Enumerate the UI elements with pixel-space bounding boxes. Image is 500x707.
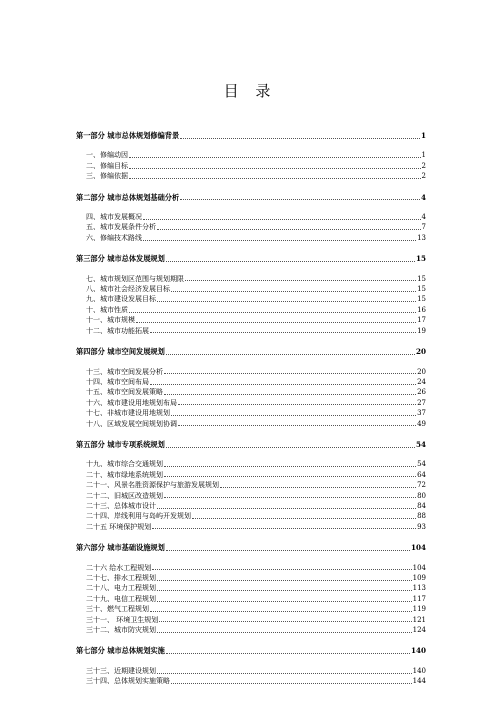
dot-leader xyxy=(171,415,416,416)
toc-chapter-entry-page-number: 15 xyxy=(417,285,426,294)
toc-chapter-entry-label: 二十八、电力工程规划 xyxy=(86,584,156,593)
dot-leader xyxy=(157,229,421,230)
dot-leader xyxy=(220,487,416,488)
toc-chapter-entry-page-number: 49 xyxy=(417,419,426,428)
dot-leader xyxy=(180,138,420,139)
toc-chapter-entry-label: 十六、城市建设用地规划布局 xyxy=(86,398,177,407)
dot-leader xyxy=(157,580,412,581)
toc-part-entry-label: 第一部分 城市总体规划修编背景 xyxy=(76,131,180,140)
toc-chapter-entry-page-number: 93 xyxy=(417,522,426,531)
dot-leader xyxy=(157,508,416,509)
toc-chapter-entry-page-number: 15 xyxy=(417,295,426,304)
toc-chapter-entry[interactable] xyxy=(76,470,426,480)
toc-part-entry-label: 第四部分 城市空间发展规划 xyxy=(76,347,165,357)
toc-chapter-entry-label: 六、修编技术路线 xyxy=(86,233,142,242)
dot-leader xyxy=(150,332,416,333)
toc-chapter-entry[interactable] xyxy=(76,408,426,418)
dot-leader xyxy=(166,261,415,262)
dot-leader xyxy=(164,466,416,467)
toc-chapter-entry[interactable] xyxy=(76,491,426,501)
dot-leader xyxy=(143,219,421,220)
toc-chapter-entry[interactable] xyxy=(76,284,426,294)
toc-chapter-entry-page-number: 119 xyxy=(412,605,426,614)
toc-part-entry-page-number: 20 xyxy=(415,347,426,357)
toc-chapter-entry-label: 十八、区域发展空间规划协调 xyxy=(86,419,177,428)
dot-leader xyxy=(164,394,416,395)
toc-chapter-entry[interactable] xyxy=(76,233,426,243)
toc-chapter-entry[interactable] xyxy=(76,615,426,625)
toc-chapter-entry-label: 十、城市性质 xyxy=(86,305,128,314)
toc-chapter-entry-label: 十一、城市规模 xyxy=(86,316,135,325)
toc-chapter-entry-page-number: 2 xyxy=(421,172,426,181)
toc-part-entry[interactable] xyxy=(76,193,426,203)
toc-chapter-entry[interactable] xyxy=(76,315,426,325)
toc-chapter-entry[interactable] xyxy=(76,604,426,614)
toc-chapter-entry-label: 一、修编动因 xyxy=(86,151,128,160)
toc-chapter-entry-page-number: 72 xyxy=(417,481,426,490)
dot-leader xyxy=(157,301,416,302)
toc-chapter-entry[interactable] xyxy=(76,161,426,171)
dot-leader xyxy=(166,550,410,551)
toc-chapter-entry-page-number: 88 xyxy=(417,512,426,521)
toc-chapter-entry[interactable] xyxy=(76,594,426,604)
toc-part-entry-label: 第三部分 城市总体发展规划 xyxy=(76,254,165,264)
toc-part-entry-page-number: 140 xyxy=(410,646,426,656)
toc-chapter-entry-page-number: 109 xyxy=(412,574,426,582)
dot-leader xyxy=(152,569,411,570)
toc-chapter-entry[interactable] xyxy=(76,522,426,532)
dot-leader xyxy=(159,621,411,622)
toc-chapter-entry-page-number: 20 xyxy=(417,367,426,376)
toc-chapter-entry[interactable] xyxy=(76,274,426,284)
toc-chapter-entry-label: 九、城市建设发展目标 xyxy=(86,295,156,304)
toc-part-entry-page-number: 15 xyxy=(415,254,426,264)
toc-part-entry[interactable] xyxy=(76,347,426,357)
dot-leader xyxy=(152,528,416,529)
toc-chapter-entry-page-number: 2 xyxy=(421,161,426,170)
toc-chapter-entry-page-number: 104 xyxy=(412,563,426,572)
toc-chapter-entry[interactable] xyxy=(76,150,426,160)
dot-leader xyxy=(150,384,416,385)
toc-chapter-entry-page-number: 144 xyxy=(412,677,426,686)
toc-chapter-entry-label: 二十五 环境保护规划 xyxy=(86,522,152,531)
toc-chapter-entry-label: 三十、燃气工程规划 xyxy=(86,605,149,614)
toc-chapter-entry-label: 三十四、总体规划实施策略 xyxy=(86,677,170,686)
dot-leader xyxy=(164,497,416,498)
toc-chapter-entry-label: 三十二、城市防灾规划 xyxy=(86,626,156,635)
toc-chapter-entry-page-number: 17 xyxy=(417,316,426,325)
toc-chapter-entry-label: 十四、城市空间布局 xyxy=(86,377,149,386)
toc-chapter-entry[interactable] xyxy=(76,367,426,377)
toc-part-entry-label: 第六部分 城市基础设施规划 xyxy=(76,543,165,553)
toc-chapter-entry-label: 二十六 给水工程规划 xyxy=(86,563,152,572)
toc-chapter-entry-label: 五、城市发展条件分析 xyxy=(86,223,156,232)
toc-chapter-entry-label: 十三、城市空间发展分析 xyxy=(86,367,163,376)
dot-leader xyxy=(178,404,416,405)
dot-leader xyxy=(164,476,416,477)
toc-chapter-entry-page-number: 15 xyxy=(417,274,426,283)
toc-chapter-entry-label: 二、修编目标 xyxy=(86,161,128,170)
dot-leader xyxy=(171,683,412,684)
dot-leader xyxy=(129,178,421,179)
toc-chapter-entry-label: 四、城市发展概况 xyxy=(86,213,142,222)
dot-leader xyxy=(166,653,410,654)
toc-chapter-entry[interactable] xyxy=(76,676,426,686)
toc-chapter-entry[interactable] xyxy=(76,222,426,232)
toc-chapter-entry[interactable] xyxy=(76,666,426,676)
toc-part-entry-page-number: 4 xyxy=(420,192,426,202)
toc-part-entry[interactable] xyxy=(76,131,426,141)
dot-leader xyxy=(129,312,416,313)
dot-leader xyxy=(157,632,412,633)
toc-chapter-entry-label: 二十一、风景名胜资源保护与旅游发展规划 xyxy=(86,481,219,490)
dot-leader xyxy=(178,425,416,426)
toc-chapter-entry[interactable] xyxy=(76,305,426,315)
toc-chapter-entry-label: 二十二、旧城区改造规划 xyxy=(86,491,163,500)
toc-part-entry-label: 第七部分 城市总体规划实施 xyxy=(76,646,165,656)
toc-chapter-entry-label: 十五、城市空间发展策略 xyxy=(86,388,163,397)
toc-chapter-entry-label: 三十一、 环境卫生规划 xyxy=(86,615,159,624)
toc-chapter-entry-page-number: 13 xyxy=(417,233,426,242)
toc-chapter-entry[interactable] xyxy=(76,459,426,469)
toc-chapter-entry[interactable] xyxy=(76,501,426,511)
table-of-contents xyxy=(76,131,426,687)
dot-leader xyxy=(157,590,412,591)
toc-chapter-entry-label: 七、城市规划区范围与规划期限 xyxy=(86,274,184,283)
dot-leader xyxy=(143,240,416,241)
toc-chapter-entry[interactable] xyxy=(76,171,426,181)
toc-chapter-entry[interactable] xyxy=(76,419,426,429)
toc-chapter-entry-page-number: 37 xyxy=(417,409,426,418)
toc-part-entry-page-number: 54 xyxy=(415,439,426,449)
toc-chapter-entry[interactable] xyxy=(76,573,426,583)
dot-leader xyxy=(171,291,416,292)
toc-chapter-entry-label: 十二、城市功能拓展 xyxy=(86,326,149,335)
toc-chapter-entry-label: 二十三、总体城市设计 xyxy=(86,501,156,510)
toc-chapter-entry-label: 二十九、电信工程规划 xyxy=(86,594,156,603)
toc-chapter-entry-label: 十七、非城市建设用地规划 xyxy=(86,409,170,418)
toc-part-entry-label: 第二部分 城市总体规划基础分析 xyxy=(76,192,180,202)
toc-part-entry-page-number: 104 xyxy=(410,543,426,553)
toc-chapter-entry[interactable] xyxy=(76,625,426,635)
page-title: 目 录 xyxy=(223,82,277,100)
toc-chapter-entry-label: 十九、城市综合交通规划 xyxy=(86,460,163,469)
toc-chapter-entry[interactable] xyxy=(76,480,426,490)
toc-part-entry-page-number: 1 xyxy=(420,131,426,140)
toc-chapter-entry[interactable] xyxy=(76,294,426,304)
toc-chapter-entry-page-number: 26 xyxy=(417,388,426,397)
toc-chapter-entry-page-number: 19 xyxy=(417,326,426,335)
toc-chapter-entry-page-number: 1 xyxy=(421,151,426,160)
toc-part-entry[interactable] xyxy=(76,646,426,656)
toc-chapter-entry[interactable] xyxy=(76,212,426,222)
dot-leader xyxy=(164,373,416,374)
toc-chapter-entry-page-number: 4 xyxy=(421,213,426,222)
dot-leader xyxy=(180,199,420,200)
toc-chapter-entry-label: 二十七、排水工程规划 xyxy=(86,574,156,582)
toc-chapter-entry-label: 三十三、近期建设规划 xyxy=(86,666,156,675)
toc-chapter-entry-page-number: 140 xyxy=(412,666,426,675)
dot-leader xyxy=(136,322,416,323)
toc-chapter-entry-page-number: 84 xyxy=(417,501,426,510)
toc-chapter-entry-page-number: 113 xyxy=(412,584,426,593)
dot-leader xyxy=(192,518,416,519)
toc-chapter-entry[interactable] xyxy=(76,326,426,336)
dot-leader xyxy=(157,601,412,602)
toc-chapter-entry-page-number: 27 xyxy=(417,398,426,407)
toc-chapter-entry-page-number: 16 xyxy=(417,305,426,314)
dot-leader xyxy=(129,168,421,169)
dot-leader xyxy=(157,673,412,674)
toc-chapter-entry[interactable] xyxy=(76,398,426,408)
toc-chapter-entry[interactable] xyxy=(76,377,426,387)
toc-chapter-entry[interactable] xyxy=(76,387,426,397)
toc-chapter-entry[interactable] xyxy=(76,583,426,593)
dot-leader xyxy=(166,447,415,448)
dot-leader xyxy=(129,157,421,158)
toc-chapter-entry-page-number: 7 xyxy=(421,223,426,232)
toc-chapter-entry-page-number: 54 xyxy=(417,460,426,469)
toc-chapter-entry-label: 二十四、岸线利用与岛屿开发规划 xyxy=(86,512,191,521)
toc-chapter-entry-label: 三、修编依据 xyxy=(86,172,128,181)
toc-chapter-entry-page-number: 121 xyxy=(412,615,426,624)
toc-chapter-entry-page-number: 24 xyxy=(417,377,426,386)
toc-chapter-entry[interactable] xyxy=(76,563,426,573)
dot-leader xyxy=(150,611,412,612)
dot-leader xyxy=(185,280,416,281)
toc-part-entry[interactable] xyxy=(76,543,426,553)
toc-chapter-entry-label: 八、城市社会经济发展目标 xyxy=(86,285,170,294)
toc-chapter-entry-page-number: 64 xyxy=(417,470,426,479)
toc-part-entry-label: 第五部分 城市专项系统规划 xyxy=(76,439,165,449)
toc-chapter-entry-page-number: 80 xyxy=(417,491,426,500)
toc-part-entry[interactable] xyxy=(76,254,426,264)
toc-chapter-entry[interactable] xyxy=(76,511,426,521)
toc-part-entry[interactable] xyxy=(76,440,426,450)
toc-chapter-entry-page-number: 124 xyxy=(412,626,426,635)
toc-chapter-entry-label: 二十、城市绿地系统规划 xyxy=(86,470,163,479)
dot-leader xyxy=(166,354,415,355)
toc-chapter-entry-page-number: 117 xyxy=(412,594,426,603)
